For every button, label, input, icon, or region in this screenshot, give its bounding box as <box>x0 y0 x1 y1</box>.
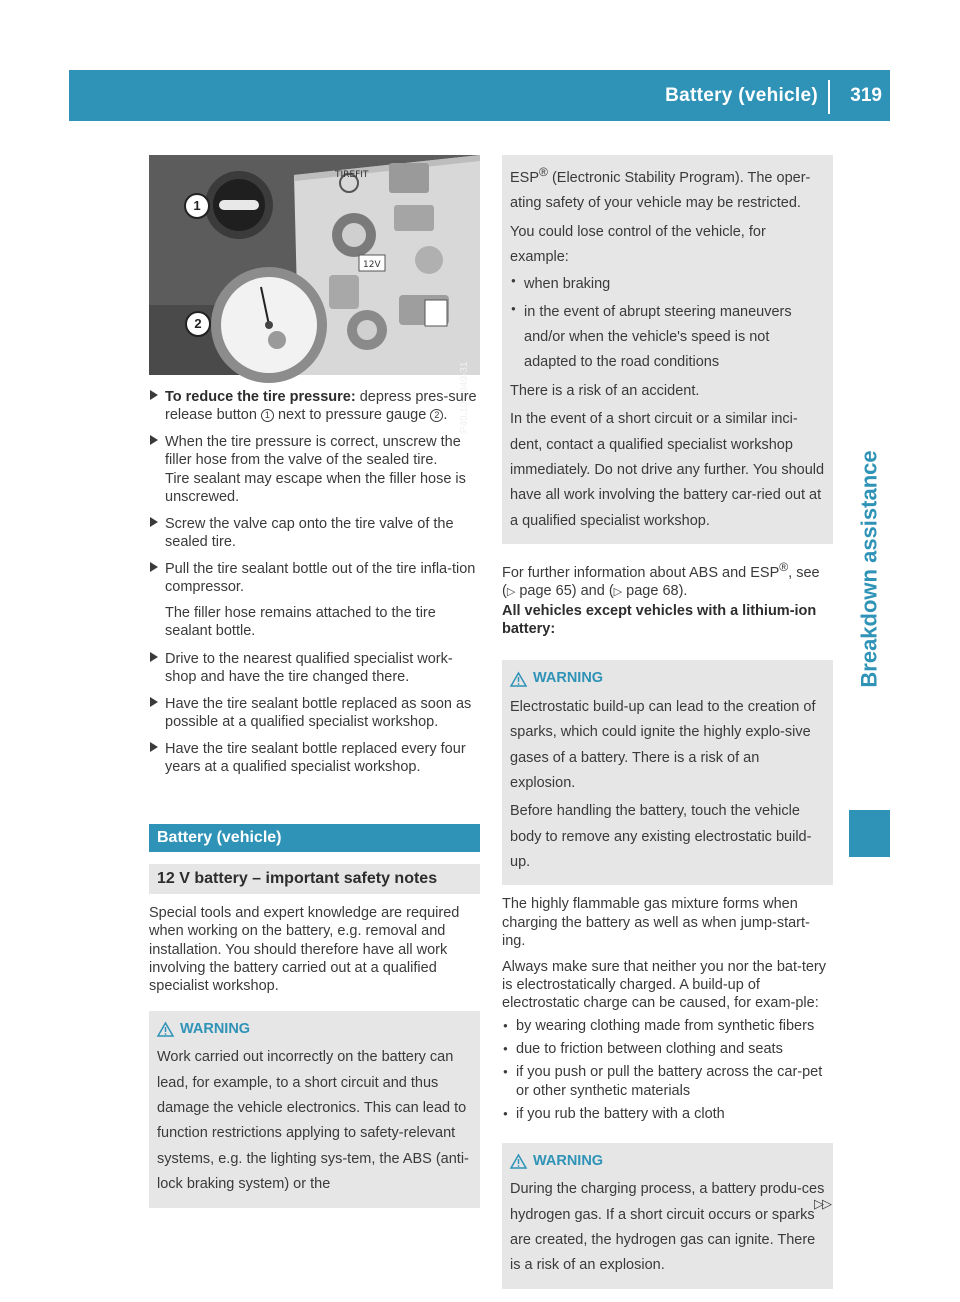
left-column <box>149 155 480 1208</box>
step-arrow-icon <box>150 742 158 752</box>
header-title: Battery (vehicle) <box>665 85 818 106</box>
warning-heading-text: WARNING <box>533 1152 604 1169</box>
step-reduce-pressure <box>149 388 480 424</box>
warning-heading-text: WARNING <box>533 670 604 687</box>
registered-mark: ® <box>539 165 548 179</box>
step-arrow-icon <box>150 562 158 572</box>
warning-triangle-icon <box>510 1154 527 1169</box>
step-replace-every-four-years <box>149 740 480 776</box>
step-text: Screw the valve cap onto the tire valve of the sealed tire. <box>165 515 454 550</box>
further-info-paragraph <box>502 560 833 600</box>
step-text: . <box>443 407 448 424</box>
esp-abbrev: ESP <box>510 169 540 186</box>
page-ref-arrow-icon: ▷ <box>613 586 623 599</box>
registered-mark: ® <box>779 560 789 575</box>
side-tab <box>849 121 890 1001</box>
warning-text: Before handling the battery, touch the vehicle body to remove any existing electrostatic build-up. <box>510 803 812 871</box>
warning-esp-paragraph <box>510 162 825 217</box>
page-ref-link[interactable]: page 65) and ( <box>515 583 614 600</box>
static-paragraph: Always make sure that neither you nor the bat-tery is electrostatically charged. A build-up of electrostatic charge can be caused, for exam-ple: <box>502 958 826 1012</box>
step-arrow-icon <box>150 390 158 400</box>
warning-heading <box>157 1017 472 1042</box>
step-arrow-icon <box>150 652 158 662</box>
step-bold-label: To reduce the tire pressure: <box>165 389 356 405</box>
warning-box-continued <box>502 155 833 544</box>
page-ref-arrow-icon: ▷ <box>506 586 516 599</box>
step-text: Drive to the nearest qualified specialist work-shop and have the tire changed there. <box>165 650 453 685</box>
warning-box-electrostatic <box>502 660 833 885</box>
warning-text: Electrostatic build-up can lead to the creation of sparks, which could ignite the highly explo-sive gases of a battery. There is a risk of an explosion. <box>510 698 816 791</box>
step-continuation: The filler hose remains attached to the tire sealant bottle. <box>165 605 436 640</box>
step-arrow-icon <box>150 697 158 707</box>
page-header <box>69 70 890 121</box>
subsection-title: 12 V battery – important safety notes <box>149 864 480 894</box>
warning-text: In the event of a short circuit or a similar inci-dent, contact a qualified specialist workshop immediately. Do not drive any further. You should have all work involving the battery car-ried out at a qualified specialist workshop. <box>510 411 825 529</box>
list-item: ● when braking <box>510 272 825 297</box>
callout-1: 1 <box>184 193 210 219</box>
callout-2: 2 <box>185 311 211 337</box>
step-screw-cap <box>149 515 480 551</box>
step-pull-bottle <box>149 560 480 641</box>
warning-box-battery-work <box>149 1011 480 1208</box>
warning-triangle-icon <box>157 1022 174 1037</box>
further-info-text: , see ( <box>502 564 820 600</box>
warning-text: (Electronic Stability Program). The oper-ating safety of your vehicle may be restricted. <box>510 169 811 212</box>
step-text: depress pres-sure release button <box>165 389 477 424</box>
step-replace-bottle <box>149 695 480 731</box>
warning-heading-text: WARNING <box>180 1020 251 1037</box>
figure-illustration <box>149 155 480 375</box>
warning-text: Work carried out incorrectly on the battery can lead, for example, to a short circuit and thus damage the vehicle electronics. This can lead to function restrictions applying to safety-relevant systems, e.g. the lighting sys-tem, the ABS (anti-lock braking system) or the <box>157 1049 469 1193</box>
fig-badge-12v: 12V <box>363 260 381 270</box>
list-item: ● if you push or pull the battery across the car-pet or other synthetic materials <box>502 1063 833 1099</box>
warning-text: You could lose control of the vehicle, for example: <box>510 223 766 265</box>
lithium-heading-text: All vehicles except vehicles with a lithium-ion battery: <box>502 603 817 638</box>
warning-text: During the charging process, a battery produ-ces hydrogen gas. If a short circuit occurs or sparks are created, the hydrogen gas can ignite. There is a risk of an explosion. <box>510 1181 825 1274</box>
list-item: ● in the event of abrupt steering maneuvers and/or when the vehicle's speed is not adapted to the road conditions <box>510 300 825 376</box>
step-continuation: Tire sealant may escape when the filler hose is unscrewed. <box>165 470 466 505</box>
step-text: Have the tire sealant bottle replaced every four years at a qualified specialist workshop. <box>165 741 466 776</box>
list-item: ● if you rub the battery with a cloth <box>502 1105 833 1123</box>
ref-number-2: 2 <box>430 409 443 422</box>
figure-code: P40.10-6949-31 <box>459 361 471 433</box>
step-unscrew-hose <box>149 433 480 506</box>
step-text: When the tire pressure is correct, unscrew the filler hose from the valve of the sealed tire. <box>165 434 461 469</box>
further-info-text: For further information about ABS and ESP <box>502 564 780 581</box>
intro-paragraph: Special tools and expert knowledge are required when working on the battery, e.g. removal and installation. You should therefore have all work involving the battery carried out at a qualified specialist workshop. <box>149 905 460 994</box>
page-ref-link[interactable]: page 68). <box>622 583 688 600</box>
section-title: Battery (vehicle) <box>149 824 480 852</box>
list-item: ● due to friction between clothing and seats <box>502 1040 833 1058</box>
fig-panel-text: TIREFIT <box>335 170 369 180</box>
step-text: Pull the tire sealant bottle out of the tire infla-tion compressor. <box>165 561 476 596</box>
warning-triangle-icon <box>510 672 527 687</box>
gas-paragraph: The highly flammable gas mixture forms when charging the battery as well as when jump-start-ing. <box>502 896 810 949</box>
step-arrow-icon <box>150 435 158 445</box>
step-drive-workshop <box>149 650 480 686</box>
page-number: 319 <box>850 85 882 106</box>
ref-number-1: 1 <box>261 409 274 422</box>
lithium-heading <box>502 602 833 638</box>
step-text: next to pressure gauge <box>273 407 431 424</box>
warning-heading <box>510 666 825 691</box>
warning-box-hydrogen <box>502 1143 833 1289</box>
warning-text: There is a risk of an accident. <box>510 382 700 399</box>
list-item: ● by wearing clothing made from synthetic fibers <box>502 1017 833 1035</box>
step-arrow-icon <box>150 517 158 527</box>
step-text: Have the tire sealant bottle replaced as soon as possible at a qualified specialist workshop. <box>165 695 472 730</box>
right-column <box>502 155 833 1289</box>
header-separator <box>828 80 830 114</box>
side-tab-marker <box>849 810 890 857</box>
warning-heading <box>510 1149 825 1174</box>
side-tab-label: Breakdown assistance <box>856 450 882 688</box>
continue-arrow-icon: ▷▷ <box>814 1196 830 1211</box>
